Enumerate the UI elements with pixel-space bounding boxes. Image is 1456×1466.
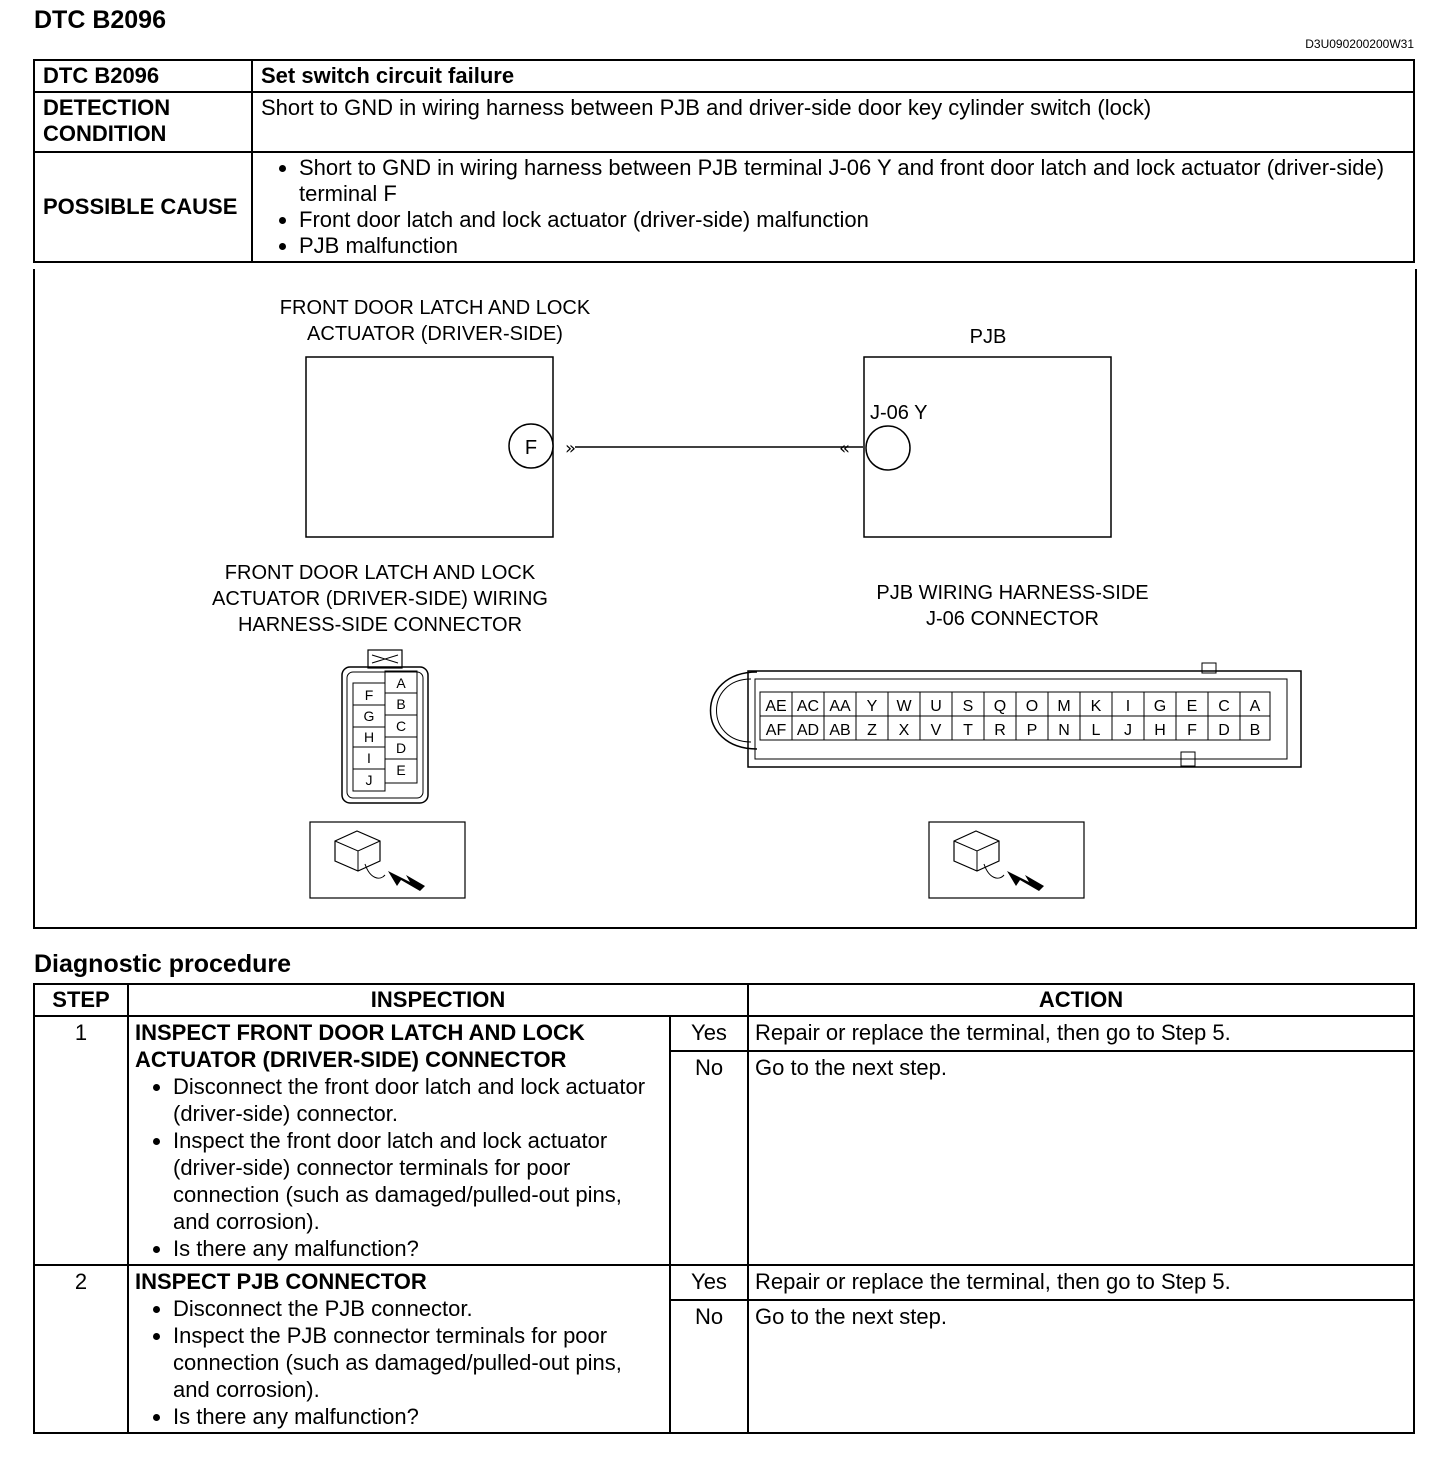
actuator-label	[215, 295, 655, 347]
pjb-pin: P	[1026, 722, 1038, 739]
inspection-title: INSPECT PJB CONNECTOR	[135, 1269, 427, 1294]
info-value	[252, 152, 1414, 262]
wiring-diagram	[33, 269, 1417, 929]
info-label: POSSIBLE CAUSE	[34, 152, 252, 262]
label-line: HARNESS-SIDE CONNECTOR	[237, 614, 523, 636]
list-item: • Is there any malfunction?	[173, 1235, 663, 1262]
pjb-pin: AE	[765, 698, 787, 715]
list-item: • Short to GND in wiring harness between PJB terminal J-06 Y and front door latch and lock actuator (driver-side) terminal F	[299, 155, 1405, 207]
inspection-cell	[128, 1265, 670, 1433]
step-number: 2	[34, 1265, 128, 1433]
header-step: STEP	[34, 984, 128, 1016]
yes-action: Repair or replace the terminal, then go to Step 5.	[748, 1016, 1414, 1051]
list-item: • Front door latch and lock actuator (driver-side) malfunction	[299, 207, 1405, 233]
document-id: D3U090200200W31	[1305, 37, 1414, 51]
yes-label: Yes	[670, 1265, 748, 1300]
pjb-pin: Q	[993, 698, 1007, 715]
procedure-title: Diagnostic procedure	[34, 950, 291, 978]
pjb-pin: X	[898, 722, 910, 739]
terminal-f-label: F	[524, 437, 538, 459]
pjb-pin: Z	[867, 722, 877, 739]
pjb-pin: A	[1249, 698, 1261, 715]
pjb-pin: M	[1057, 698, 1071, 715]
connector-mark-right: «	[839, 438, 851, 459]
actuator-connector	[342, 650, 428, 803]
header-inspection: INSPECTION	[128, 984, 748, 1016]
no-label: No	[670, 1300, 748, 1433]
yes-action: Repair or replace the terminal, then go to Step 5.	[748, 1265, 1414, 1300]
pjb-pin: AF	[765, 722, 787, 739]
pjb-pin: AC	[796, 698, 820, 715]
info-row-cause	[34, 152, 1414, 262]
pjb-pin: S	[962, 698, 974, 715]
pjb-pin: Y	[866, 698, 878, 715]
pjb-pin: E	[1186, 698, 1198, 715]
inspection-cell	[128, 1016, 670, 1265]
list-item: • Inspect the PJB connector terminals for poor connection (such as damaged/pulled-out pins, and corrosion).	[173, 1322, 663, 1403]
pjb-pin: K	[1090, 698, 1102, 715]
pjb-pin: U	[930, 698, 942, 715]
actuator-pin: E	[396, 762, 406, 778]
page-title: DTC B2096	[34, 6, 166, 34]
pjb-pin: G	[1153, 698, 1167, 715]
actuator-pin: G	[363, 708, 375, 724]
list-item: • Inspect the front door latch and lock actuator (driver-side) connector terminals for poor connection (such as damaged/pulled-out pins, and corrosion).	[173, 1127, 663, 1235]
label-line: J-06 CONNECTOR	[926, 608, 1099, 630]
pjb-pin: C	[1218, 698, 1230, 715]
step-number: 1	[34, 1016, 128, 1265]
list-item: • PJB malfunction	[299, 233, 1405, 259]
header-action: ACTION	[748, 984, 1414, 1016]
list-item: • Is there any malfunction?	[173, 1403, 663, 1430]
info-row-detection	[34, 92, 1414, 152]
pjb-pin: R	[994, 722, 1006, 739]
actuator-connector-label	[175, 560, 585, 638]
inspection-list	[135, 1073, 663, 1262]
label-line: ACTUATOR (DRIVER-SIDE)	[307, 323, 563, 345]
info-value: Short to GND in wiring harness between PJB and driver-side door key cylinder switch (lock)	[252, 92, 1414, 152]
actuator-pin: J	[365, 772, 373, 788]
label-line: FRONT DOOR LATCH AND LOCK	[224, 562, 536, 584]
pjb-pin: AB	[829, 722, 851, 739]
info-label: DTC B2096	[34, 60, 252, 92]
no-action: Go to the next step.	[748, 1300, 1414, 1433]
harness-view-icon	[310, 822, 465, 898]
table-row	[34, 1016, 1414, 1051]
actuator-pin: F	[364, 687, 374, 703]
pjb-pin: H	[1154, 722, 1166, 739]
pjb-pin: O	[1025, 698, 1039, 715]
terminal-j06y-circle	[866, 426, 910, 470]
table-row	[34, 1265, 1414, 1300]
pjb-connector-label	[835, 580, 1190, 632]
pjb-pin: AD	[796, 722, 820, 739]
pjb-pin: F	[1187, 722, 1197, 739]
list-item: • Disconnect the front door latch and lock actuator (driver-side) connector.	[173, 1073, 663, 1127]
dtc-info-table	[33, 59, 1415, 263]
pjb-pin: T	[963, 722, 973, 739]
pjb-label: PJB	[969, 326, 1007, 348]
label-line: PJB WIRING HARNESS-SIDE	[876, 582, 1149, 604]
no-action: Go to the next step.	[748, 1051, 1414, 1265]
actuator-pin: D	[395, 740, 407, 756]
pjb-pin: W	[896, 698, 912, 715]
actuator-pin: C	[395, 718, 407, 734]
label-line: ACTUATOR (DRIVER-SIDE) WIRING	[212, 588, 548, 610]
actuator-pin: B	[396, 696, 406, 712]
actuator-pin: H	[363, 729, 375, 745]
cause-list	[261, 155, 1405, 259]
inspection-title: INSPECT FRONT DOOR LATCH AND LOCK ACTUATOR (DRIVER-SIDE) CONNECTOR	[135, 1020, 585, 1072]
yes-label: Yes	[670, 1016, 748, 1051]
info-row-dtc	[34, 60, 1414, 92]
label-line: FRONT DOOR LATCH AND LOCK	[279, 297, 591, 319]
pjb-pin: V	[930, 722, 942, 739]
list-item: • Disconnect the PJB connector.	[173, 1295, 663, 1322]
pjb-pin: B	[1249, 722, 1261, 739]
terminal-j06y-label: J-06 Y	[870, 402, 928, 424]
info-label: DETECTION CONDITION	[34, 92, 252, 152]
connector-mark-left: »	[565, 438, 577, 459]
procedure-table	[33, 983, 1415, 1434]
inspection-list	[135, 1295, 663, 1430]
pjb-pin: D	[1218, 722, 1230, 739]
actuator-pin: A	[396, 675, 406, 691]
pjb-pin: I	[1125, 698, 1131, 715]
info-value: Set switch circuit failure	[252, 60, 1414, 92]
pjb-pin: AA	[829, 698, 851, 715]
pjb-connector	[711, 663, 1302, 767]
harness-view-icon	[929, 822, 1084, 898]
actuator-pin: I	[367, 750, 371, 766]
pjb-pin: L	[1091, 722, 1101, 739]
table-header-row	[34, 984, 1414, 1016]
no-label: No	[670, 1051, 748, 1265]
pjb-pin: N	[1058, 722, 1070, 739]
pjb-pin: J	[1124, 722, 1132, 739]
